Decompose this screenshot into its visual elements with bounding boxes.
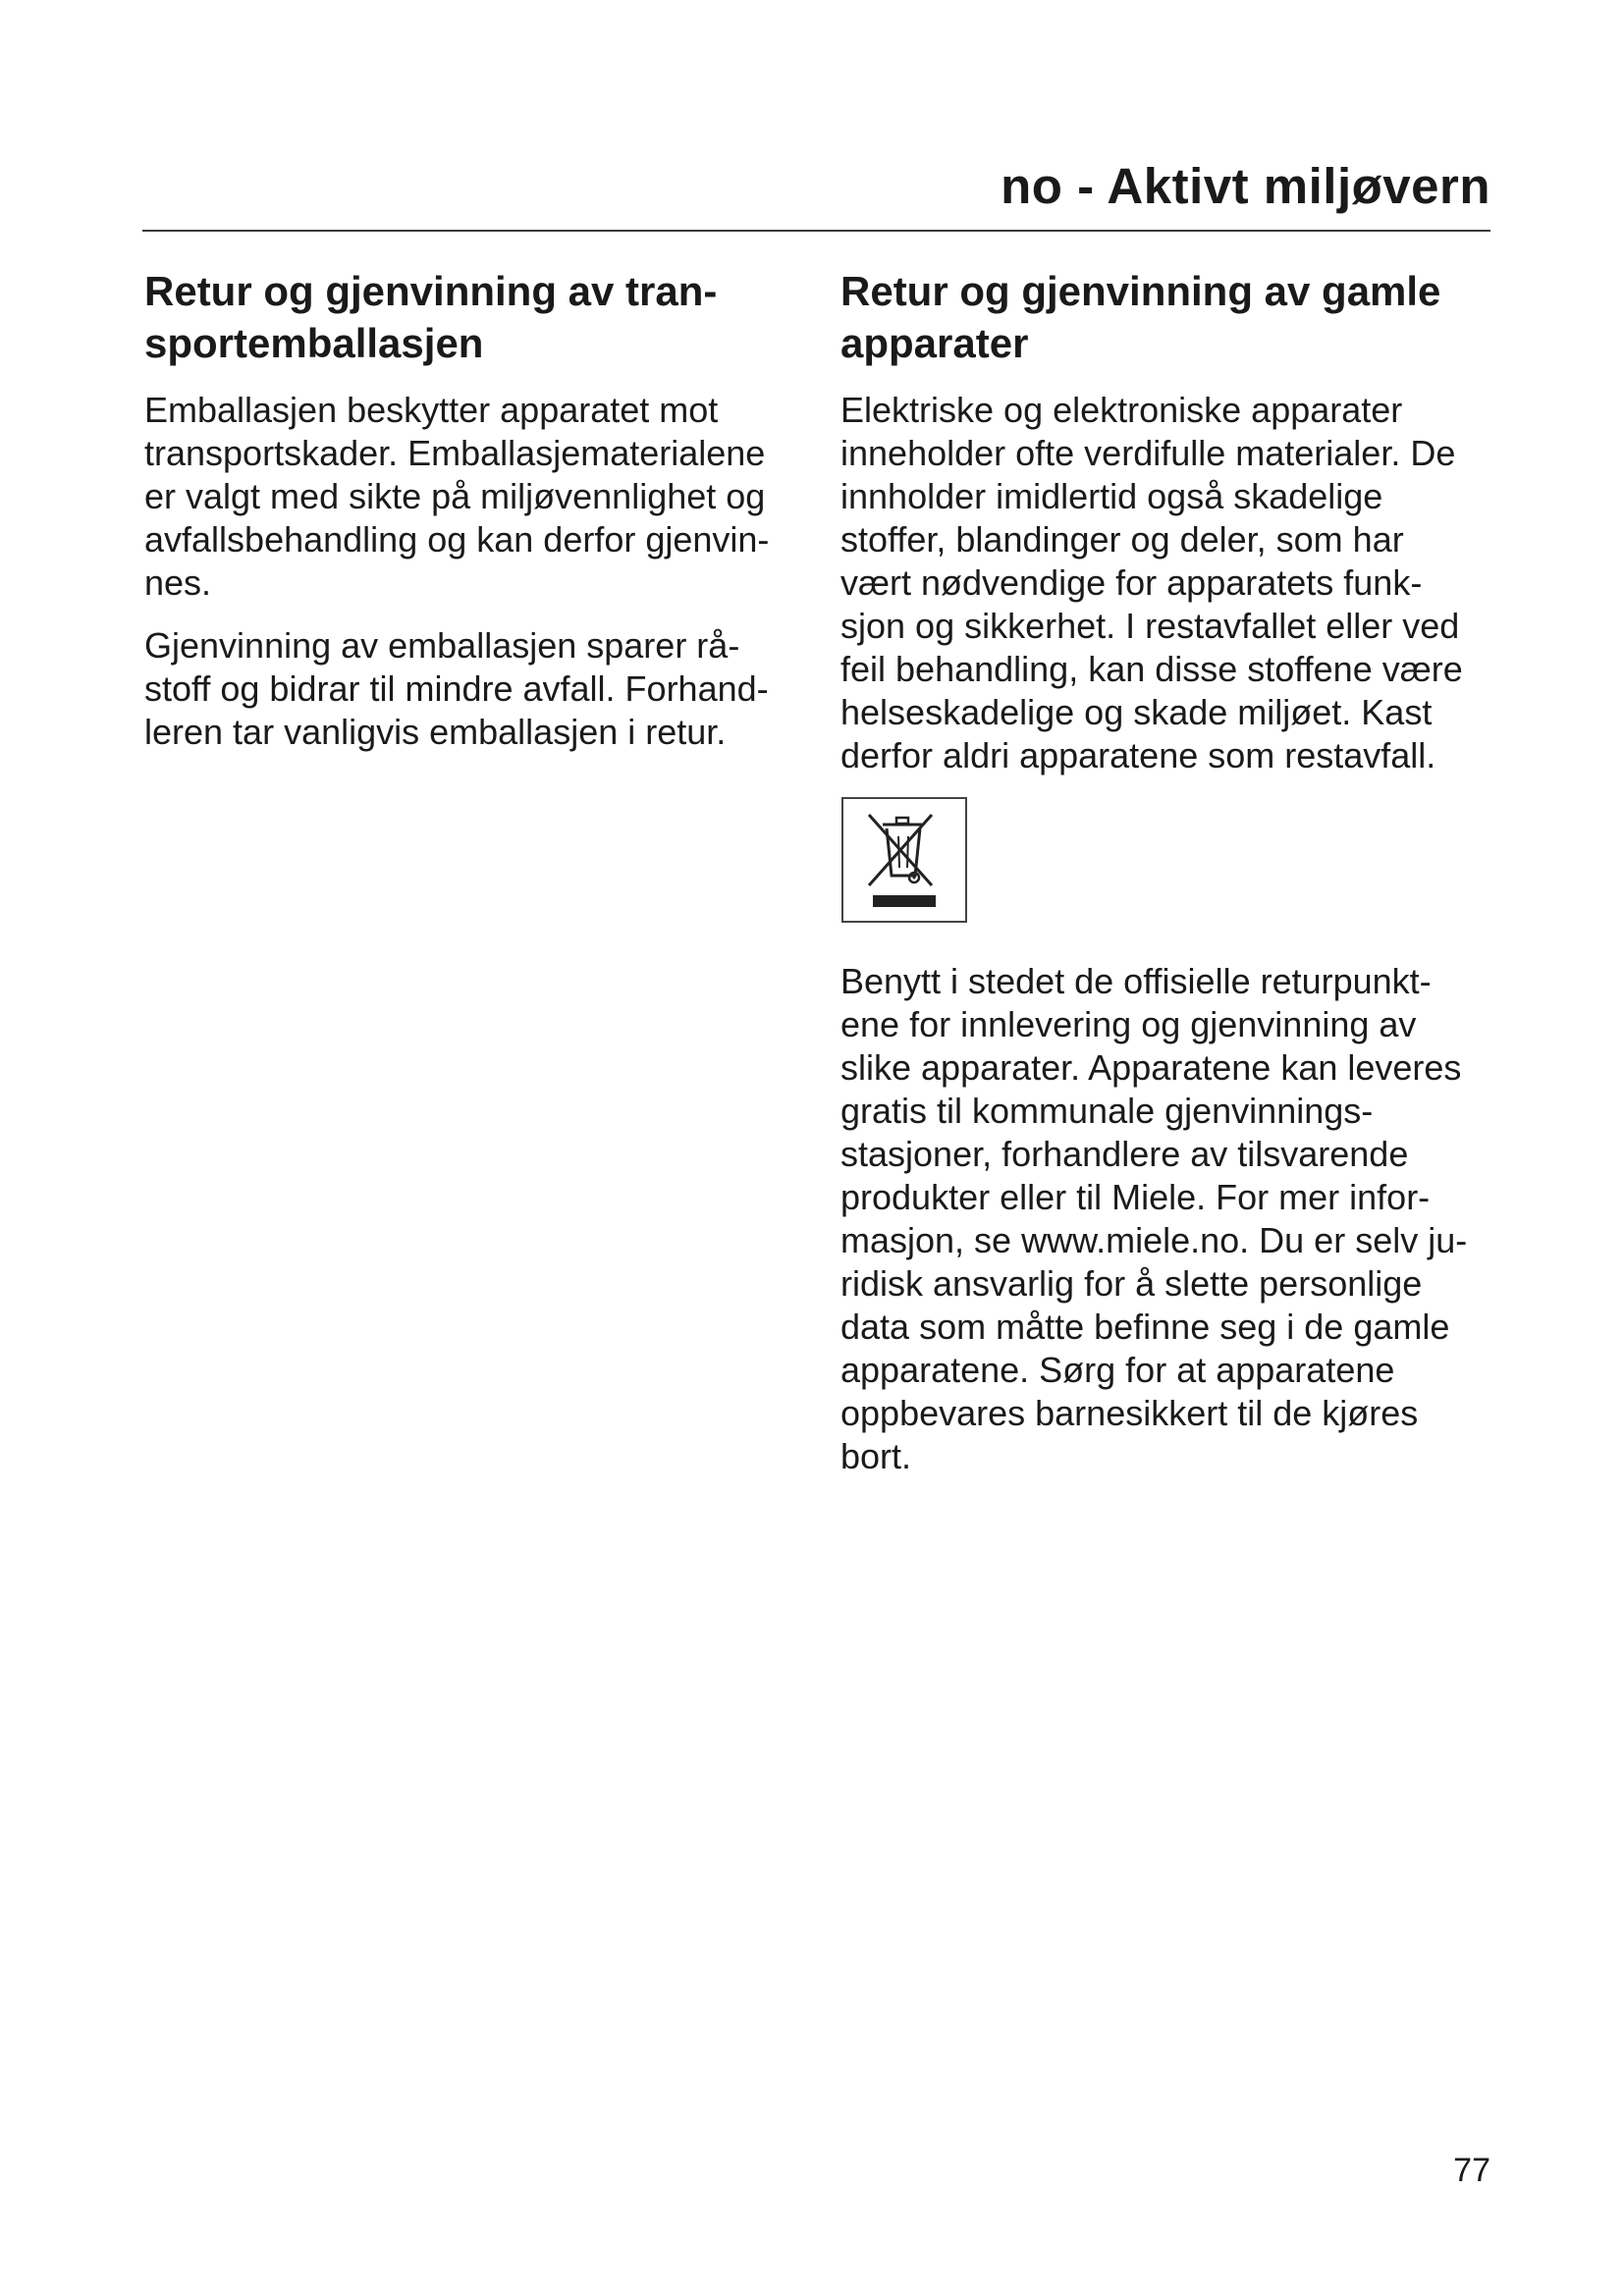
text-line: stasjoner, forhandlere av tilsvarende: [840, 1134, 1409, 1174]
section-title-packaging: [144, 265, 812, 369]
text-line: Benytt i stedet de offisielle returpunkt-: [840, 961, 1432, 1001]
text-line: sjon og sikkerhet. I restavfallet eller ved: [840, 606, 1460, 646]
text-line: gratis til kommunale gjenvinnings-: [840, 1091, 1374, 1131]
text-line: nes.: [144, 562, 212, 603]
text-line: transportskader. Emballasjematerialene: [144, 433, 766, 473]
text-line: slike apparater. Apparatene kan leveres: [840, 1047, 1462, 1088]
text-line: feil behandling, kan disse stoffene være: [840, 649, 1463, 689]
text-line: helseskadelige og skade miljøet. Kast: [840, 692, 1433, 732]
text-line: Emballasjen beskytter apparatet mot: [144, 390, 719, 430]
appliances-paragraph-1: [840, 389, 1508, 777]
section-title-old-appliances: [840, 265, 1508, 369]
title-line: sportemballasjen: [144, 320, 484, 366]
text-line: stoff og bidrar til mindre avfall. Forhand-: [144, 668, 769, 709]
text-line: bort.: [840, 1436, 912, 1476]
title-line: Retur og gjenvinning av tran-: [144, 268, 718, 314]
text-line: Gjenvinning av emballasjen sparer rå-: [144, 625, 740, 666]
text-line: oppbevares barnesikkert til de kjøres: [840, 1393, 1419, 1433]
text-line: innholder imidlertid også skadelige: [840, 476, 1383, 516]
right-column: [840, 265, 1508, 1498]
text-line: inneholder ofte verdifulle materialer. De: [840, 433, 1456, 473]
packaging-paragraph-1: [144, 389, 812, 605]
title-line: Retur og gjenvinning av gamle: [840, 268, 1441, 314]
text-line: stoffer, blandinger og deler, som har: [840, 519, 1404, 560]
text-line: ridisk ansvarlig for å slette personlige: [840, 1263, 1423, 1304]
text-line: derfor aldri apparatene som restavfall.: [840, 735, 1436, 775]
text-line: er valgt med sikte på miljøvennlighet og: [144, 476, 766, 516]
packaging-paragraph-2: [144, 624, 812, 754]
text-line: Elektriske og elektroniske apparater: [840, 390, 1403, 430]
page-header: [142, 149, 1490, 232]
page-title: no - Aktivt miljøvern: [1001, 158, 1490, 214]
text-line: masjon, se www.miele.no. Du er selv ju-: [840, 1220, 1468, 1260]
text-line: vært nødvendige for apparatets funk-: [840, 562, 1423, 603]
crossed-out-wheelie-bin-icon: [841, 797, 967, 923]
text-line: ene for innlevering og gjenvinning av: [840, 1004, 1417, 1044]
page-number: 77: [1453, 2152, 1490, 2189]
left-column: [144, 265, 812, 774]
text-line: avfallsbehandling og kan derfor gjenvin-: [144, 519, 770, 560]
text-line: data som måtte befinne seg i de gamle: [840, 1307, 1450, 1347]
text-line: produkter eller til Miele. For mer infor-: [840, 1177, 1431, 1217]
text-line: apparatene. Sørg for at apparatene: [840, 1350, 1395, 1390]
text-line: leren tar vanligvis emballasjen i retur.: [144, 712, 727, 752]
title-line: apparater: [840, 320, 1029, 366]
appliances-paragraph-2: [840, 960, 1508, 1478]
